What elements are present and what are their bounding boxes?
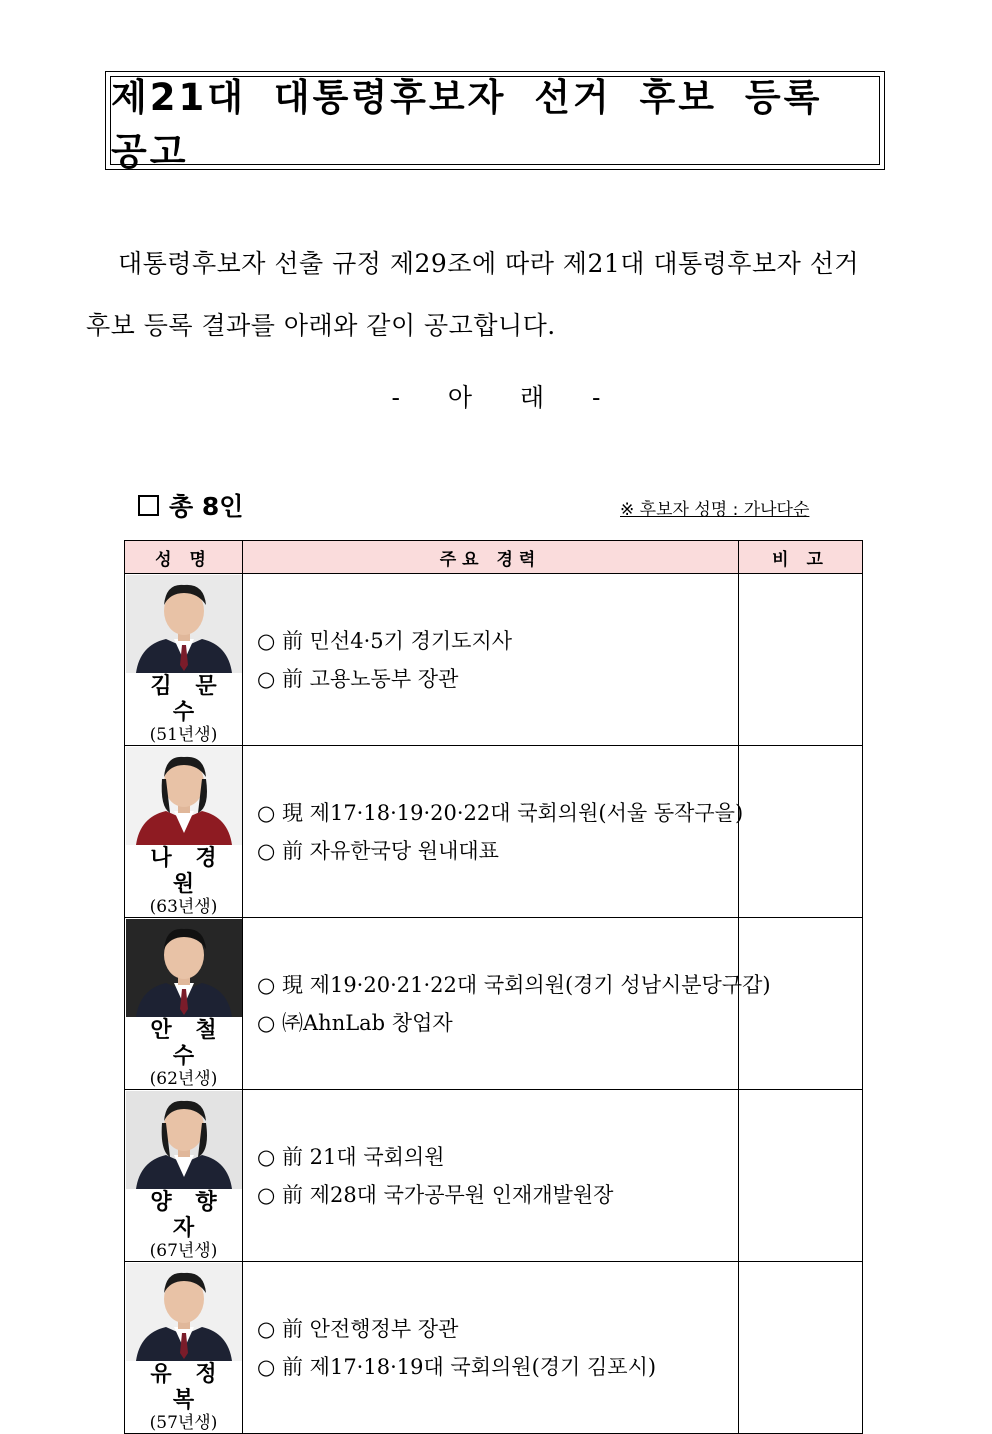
header-career: 주요 경력	[243, 541, 739, 574]
career-item: ○ 現 제19·20·21·22대 국회의원(경기 성남시분당구갑)	[257, 972, 771, 997]
header-remarks: 비 고	[739, 541, 863, 574]
candidate-table	[124, 540, 863, 1434]
career-item: ○ ㈜AhnLab 창업자	[257, 1010, 453, 1035]
candidate-name-cell	[125, 1262, 243, 1434]
header-name: 성 명	[125, 541, 243, 574]
career-item: ○ 前 안전행정부 장관	[257, 1316, 459, 1341]
order-note: ※ 후보자 성명 : 가나다순	[620, 500, 810, 520]
candidate-career-cell	[243, 1090, 739, 1262]
candidate-birth-year: (51년생)	[149, 725, 218, 745]
total-label: 총 8인	[169, 492, 244, 521]
candidate-photo	[126, 1263, 242, 1361]
career-item: ○ 前 고용노동부 장관	[257, 666, 459, 691]
career-item: ○ 前 자유한국당 원내대표	[257, 838, 499, 863]
candidate-birth-year: (63년생)	[149, 897, 218, 917]
intro-line-2: 후보 등록 결과를 아래와 같이 공고합니다.	[86, 311, 556, 340]
candidate-remarks-cell	[739, 918, 863, 1090]
candidate-career-cell	[243, 574, 739, 746]
candidate-remarks-cell	[739, 1262, 863, 1434]
career-item: ○ 前 민선4·5기 경기도지사	[257, 628, 513, 653]
checkbox-square-icon	[138, 495, 159, 516]
table-header-row	[125, 541, 863, 574]
career-item: ○ 前 제28대 국가공무원 인재개발원장	[257, 1182, 614, 1207]
candidate-name: 안 철 수	[150, 1017, 225, 1069]
candidate-career-cell	[243, 918, 771, 1090]
page-title: 제21대 대통령후보자 선거 후보 등록 공고	[111, 75, 823, 173]
candidate-birth-year: (62년생)	[149, 1069, 218, 1089]
candidate-photo	[126, 747, 242, 845]
candidate-name: 양 향 자	[150, 1189, 225, 1241]
title-box	[105, 71, 885, 173]
candidate-name: 나 경 원	[150, 845, 225, 897]
candidate-photo	[126, 1091, 242, 1189]
table-row	[125, 1090, 863, 1262]
table-row	[125, 918, 863, 1090]
intro-paragraph	[86, 233, 916, 357]
candidate-name-cell	[125, 1090, 243, 1262]
candidate-remarks-cell	[739, 746, 863, 918]
table-row	[125, 746, 863, 918]
career-item: ○ 前 21대 국회의원	[257, 1144, 445, 1169]
career-item: ○ 前 제17·18·19대 국회의원(경기 김포시)	[257, 1354, 657, 1379]
candidate-career-cell	[243, 1262, 739, 1434]
candidate-photo	[126, 575, 242, 673]
candidate-birth-year: (67년생)	[149, 1241, 218, 1261]
candidate-remarks-cell	[739, 574, 863, 746]
career-item: ○ 現 제17·18·19·20·22대 국회의원(서울 동작구을)	[257, 800, 744, 825]
candidate-career-cell	[243, 746, 744, 918]
total-heading	[138, 487, 243, 523]
section-marker: - 아 래 -	[391, 383, 601, 412]
candidate-photo	[126, 919, 242, 1017]
candidate-name-cell	[125, 746, 243, 918]
table-row	[125, 1262, 863, 1434]
candidate-birth-year: (57년생)	[149, 1413, 218, 1433]
title-inner-border	[110, 75, 880, 173]
candidate-remarks-cell	[739, 1090, 863, 1262]
candidate-name-cell	[125, 574, 243, 746]
candidate-name-cell	[125, 918, 243, 1090]
candidate-name: 김 문 수	[150, 673, 225, 725]
table-row	[125, 574, 863, 746]
candidate-name: 유 정 복	[150, 1361, 225, 1413]
intro-line-1: 대통령후보자 선출 규정 제29조에 따라 제21대 대통령후보자 선거	[118, 249, 860, 278]
